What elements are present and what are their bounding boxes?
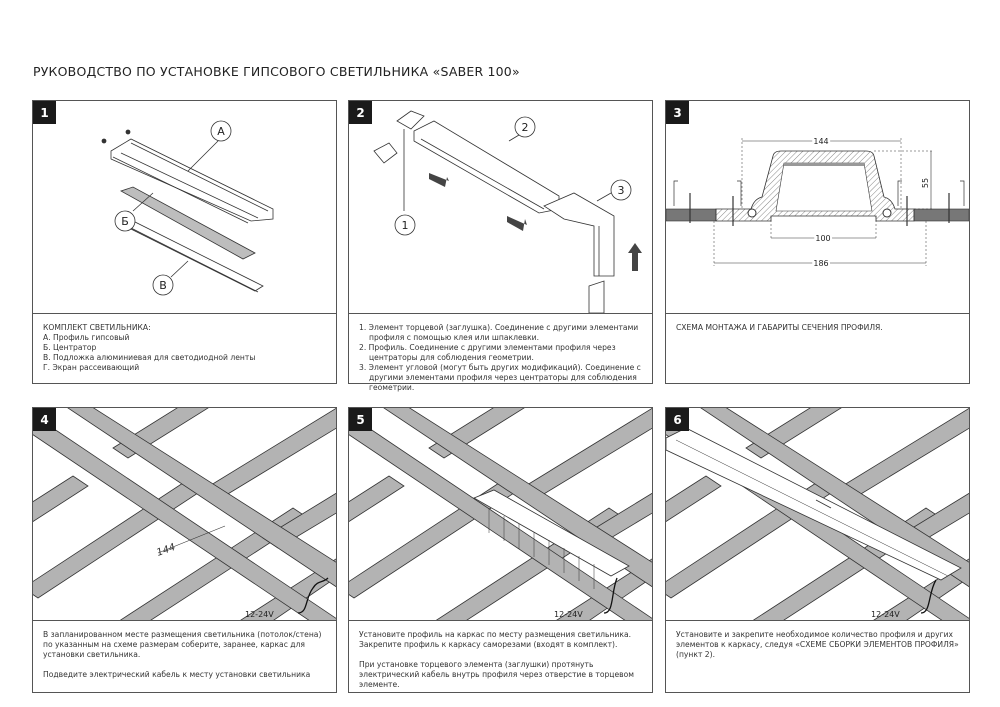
step-4-panel bbox=[32, 407, 337, 693]
label-3: 3 bbox=[617, 184, 625, 197]
step-2-panel bbox=[348, 100, 653, 392]
label-b: Б bbox=[121, 215, 129, 228]
step-6-panel bbox=[665, 407, 970, 693]
label-v: В bbox=[159, 279, 167, 292]
step-number-badge: 4 bbox=[33, 408, 56, 431]
dim-100: 100 bbox=[815, 234, 831, 243]
caption-line: Установите и закрепите необходимое количество профиля и других элементов к каркасу, следуя «СХЕМЕ СБОРКИ ЭЛЕМЕНТОВ ПРОФИЛЯ» (пункт 2). bbox=[676, 630, 959, 659]
step-4-caption bbox=[33, 620, 336, 692]
step-5-panel bbox=[348, 407, 653, 693]
step-number-badge: 3 bbox=[666, 101, 689, 124]
caption-line: Подведите электрический кабель к месту установки светильника bbox=[43, 670, 311, 679]
caption-line: 2. Профиль. Соединение с другими элементами профиля через центраторы для соблюдения геометрии. bbox=[359, 343, 616, 362]
step-3-caption bbox=[666, 313, 969, 383]
label-1: 1 bbox=[401, 219, 409, 232]
profile-section-diagram bbox=[666, 101, 969, 313]
caption-line: Б. Центратор bbox=[43, 343, 97, 352]
dim-186: 186 bbox=[813, 259, 829, 268]
caption-line: В. Подложка алюминиевая для светодиодной ленты bbox=[43, 353, 256, 362]
dim-144: 144 bbox=[155, 541, 177, 559]
page-title: РУКОВОДСТВО ПО УСТАНОВКЕ ГИПСОВОГО СВЕТИЛЬНИКА «SABER 100» bbox=[33, 64, 520, 79]
voltage-label: 12-24V bbox=[871, 610, 900, 619]
label-a: А bbox=[217, 125, 225, 138]
step-6-caption bbox=[666, 620, 969, 692]
frame-illustration bbox=[33, 408, 336, 620]
caption-line: СХЕМА МОНТАЖА И ГАБАРИТЫ СЕЧЕНИЯ ПРОФИЛЯ. bbox=[676, 323, 883, 332]
dim-55: 55 bbox=[921, 177, 930, 189]
step-number-badge: 2 bbox=[349, 101, 372, 124]
caption-line: При установке торцевого элемента (заглушки) протянуть электрический кабель внутрь профиля через отверстие в торцевом элементе. bbox=[359, 660, 634, 689]
dim-144: 144 bbox=[813, 137, 829, 146]
voltage-label: 12-24V bbox=[245, 610, 274, 619]
step-number-badge: 5 bbox=[349, 408, 372, 431]
caption-line: 1. Элемент торцевой (заглушка). Соединение с другими элементами профиля с помощью клея или шпаклевки. bbox=[359, 323, 639, 342]
assembly-illustration bbox=[349, 101, 652, 313]
step-3-panel bbox=[665, 100, 970, 384]
assembled-profile-illustration bbox=[666, 408, 969, 620]
step-number-badge: 6 bbox=[666, 408, 689, 431]
caption-line: Г. Экран рассеивающий bbox=[43, 363, 140, 372]
step-number-badge: 1 bbox=[33, 101, 56, 124]
profile-mounting-illustration bbox=[349, 408, 652, 620]
step-1-caption bbox=[33, 313, 336, 383]
step-2-caption bbox=[349, 313, 652, 392]
caption-line: А. Профиль гипсовый bbox=[43, 333, 130, 342]
kit-illustration bbox=[33, 101, 336, 313]
label-2: 2 bbox=[521, 121, 529, 134]
voltage-label: 12-24V bbox=[554, 610, 583, 619]
caption-line: В запланированном месте размещения светильника (потолок/стена) по указанным на схеме размерам соберите, заранее, каркас для установки светильника. bbox=[43, 630, 322, 659]
caption-line: Установите профиль на каркас по месту размещения светильника. Закрепите профиль к каркасу саморезами (входят в комплект). bbox=[359, 630, 632, 649]
step-1-panel bbox=[32, 100, 337, 384]
caption-line: 3. Элемент угловой (могут быть других модификаций). Соединение с другими элементами профиля через центраторы для соблюдения геометрии. bbox=[359, 363, 641, 392]
caption-line: КОМПЛЕКТ СВЕТИЛЬНИКА: bbox=[43, 323, 151, 332]
step-5-caption bbox=[349, 620, 652, 692]
